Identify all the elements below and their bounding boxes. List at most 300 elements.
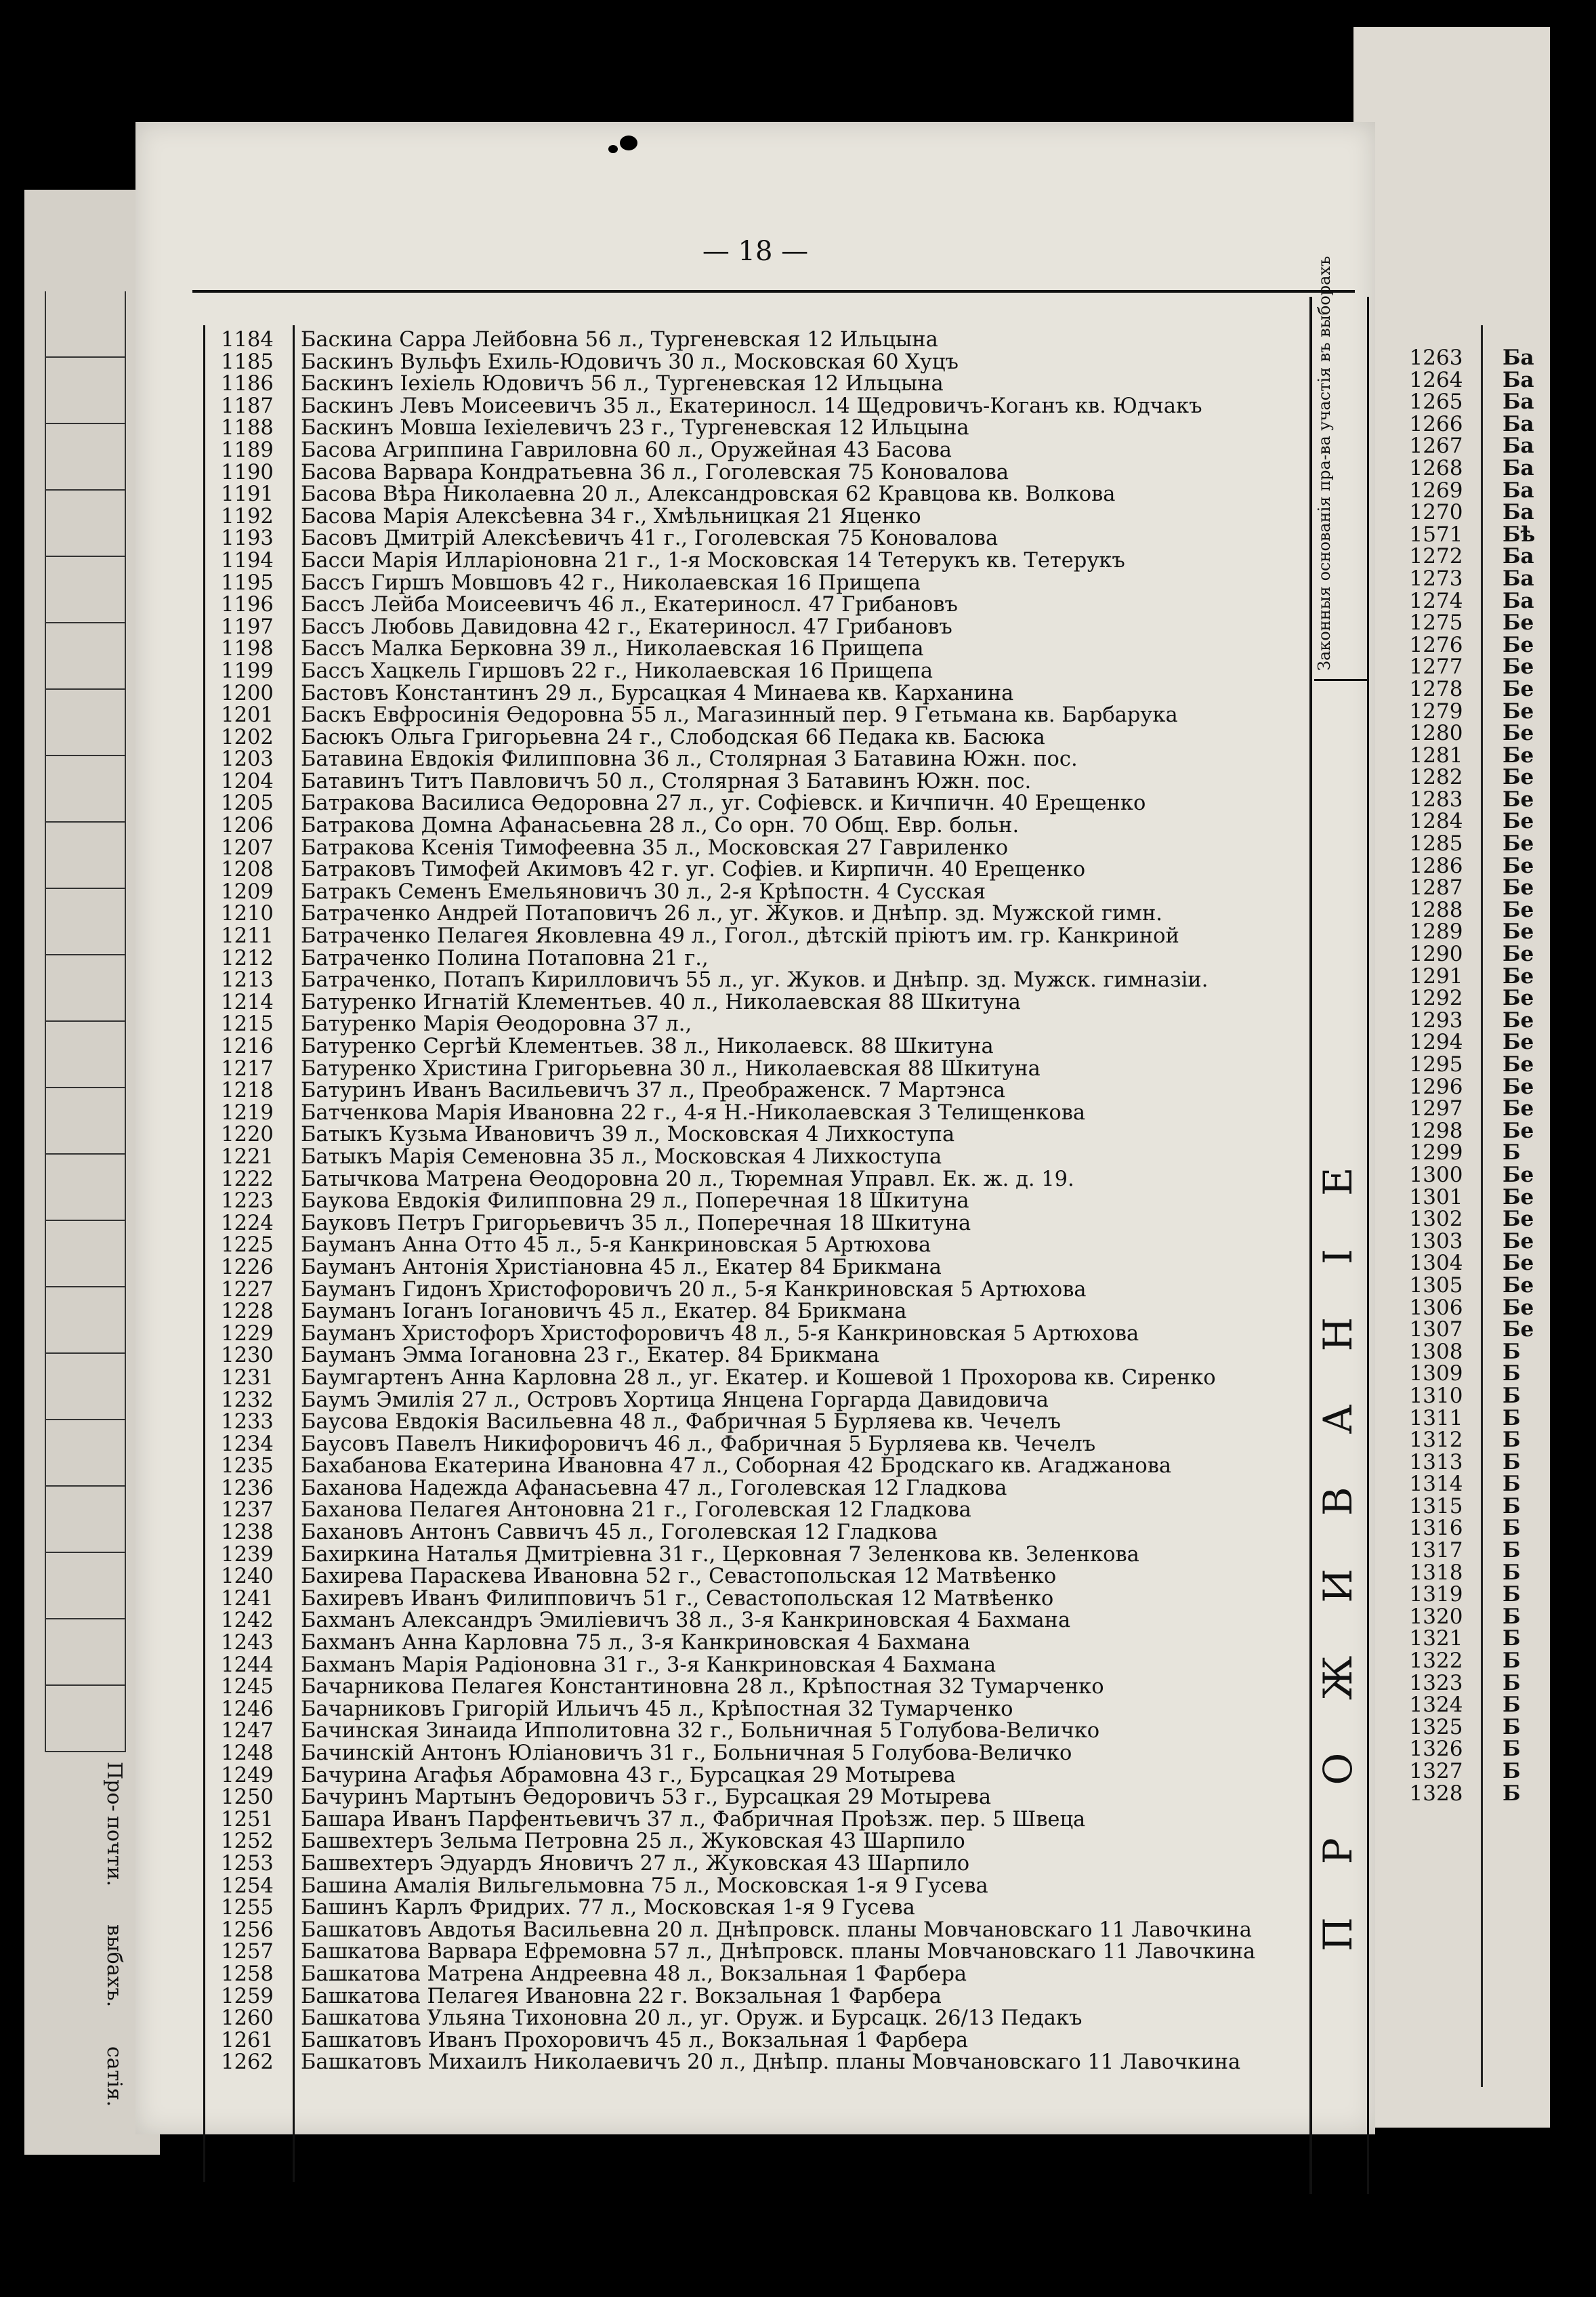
list-item xyxy=(203,638,1260,661)
entry-text: Басова Вѣра Николаевна 20 л., Александровская 62 Кравцова кв. Волкова xyxy=(301,482,1116,507)
entry-text: Батракова Домна Афанасьевна 28 л., Со орн. 70 Общ. Евр. больн. xyxy=(301,814,1020,838)
back-page-fragment: Бе xyxy=(1503,721,1534,746)
entry-number: 1241 xyxy=(221,1586,274,1611)
entry-text: Бачуринъ Мартынъ Өедоровичъ 53 г., Бурсацкая 29 Мотырева xyxy=(301,1785,992,1810)
back-page-fragment: Бе xyxy=(1503,787,1534,812)
entry-number: 1208 xyxy=(221,858,274,882)
entry-text: Баскъ Евфросинія Өедоровна 55 л., Магазинный пер. 9 Гетьмана кв. Барбарука xyxy=(301,703,1178,728)
back-page-number: 1268 xyxy=(1409,455,1463,480)
entry-number: 1225 xyxy=(221,1233,274,1258)
back-page xyxy=(1353,27,1550,2128)
entry-text: Баханова Пелагея Антоновна 21 г., Гоголевская 12 Гладкова xyxy=(301,1498,971,1523)
back-page-fragment: Бе xyxy=(1503,853,1534,878)
entry-number: 1238 xyxy=(221,1520,274,1545)
list-item xyxy=(203,1699,1260,1721)
back-page-fragment: Бе xyxy=(1503,1118,1534,1143)
entry-number: 1197 xyxy=(221,615,274,639)
entry-number: 1252 xyxy=(221,1829,274,1854)
list-item xyxy=(203,749,1260,771)
back-page-fragment: Ба xyxy=(1503,367,1534,392)
list-item xyxy=(203,1720,1260,1743)
back-page-number: 1301 xyxy=(1409,1184,1463,1209)
list-item xyxy=(203,1058,1260,1081)
entry-number: 1210 xyxy=(221,902,274,926)
entry-number: 1255 xyxy=(221,1896,274,1920)
entry-number: 1220 xyxy=(221,1123,274,1147)
list-item xyxy=(203,1544,1260,1567)
list-item xyxy=(203,903,1260,926)
entry-text: Башкатова Варвара Ефремовна 57 л., Днѣпровск. планы Мовчановскаго 11 Лавочкина xyxy=(301,1940,1256,1964)
entry-number: 1228 xyxy=(221,1300,274,1324)
left-margin-text: почти. xyxy=(102,1816,126,1887)
back-page-fragment: Бе xyxy=(1503,1317,1534,1342)
entry-number: 1250 xyxy=(221,1785,274,1810)
back-page-number: 1276 xyxy=(1409,632,1463,657)
back-page-fragment: Б xyxy=(1503,1649,1521,1674)
list-item xyxy=(203,1367,1260,1390)
entry-number: 1227 xyxy=(221,1277,274,1302)
entry-number: 1184 xyxy=(221,328,274,352)
back-page-fragment: Бе xyxy=(1503,809,1534,834)
header-rule xyxy=(192,290,1355,293)
entry-text: Баусова Евдокія Васильевна 48 л., Фабричная 5 Бурляева кв. Чечелъ xyxy=(301,1410,1062,1434)
back-page-fragment: Бе xyxy=(1503,765,1534,790)
entry-text: Бахманъ Александръ Эмиліевичъ 38 л., 3-я Канкриновская 4 Бахмана xyxy=(301,1609,1071,1633)
back-page-number: 1571 xyxy=(1409,522,1463,547)
list-item xyxy=(203,550,1260,573)
entry-number: 1230 xyxy=(221,1344,274,1368)
back-page-number: 1312 xyxy=(1409,1428,1463,1453)
list-item xyxy=(203,1390,1260,1412)
entry-text: Баскинъ Іехіель Юдовичъ 56 л., Тургеневская 12 Ильцына xyxy=(301,372,944,396)
entry-text: Батраковъ Тимофей Акимовъ 42 г. уг. Софіев. и Кирпичн. 40 Ерещенко xyxy=(301,858,1086,882)
back-page-number: 1274 xyxy=(1409,588,1463,613)
list-item xyxy=(203,1676,1260,1699)
back-page-number: 1290 xyxy=(1409,942,1463,967)
entry-text: Батракъ Семенъ Емельяновичъ 30 л., 2-я Крѣпостн. 4 Сусская xyxy=(301,880,986,904)
entry-text: Башина Амалія Вильгельмовна 75 л., Московская 1-я 9 Гусева xyxy=(301,1874,988,1898)
list-item xyxy=(203,329,1260,352)
back-page-number: 1292 xyxy=(1409,986,1463,1011)
list-item xyxy=(203,2008,1260,2030)
back-page-fragment: Б xyxy=(1503,1405,1521,1430)
entry-number: 1206 xyxy=(221,814,274,838)
back-page-fragment: Б xyxy=(1503,1472,1521,1497)
entry-number: 1249 xyxy=(221,1763,274,1787)
back-page-number: 1309 xyxy=(1409,1361,1463,1386)
back-page-fragment: Б xyxy=(1503,1140,1521,1165)
entry-text: Башвехтеръ Эдуардъ Яновичъ 27 л., Жуковская 43 Шарпило xyxy=(301,1851,970,1876)
entry-text: Башкатовъ Иванъ Прохоровичъ 45 л., Вокзальная 1 Фарбера xyxy=(301,2028,969,2052)
entry-number: 1213 xyxy=(221,968,274,993)
entry-number: 1215 xyxy=(221,1012,274,1037)
back-page-number: 1320 xyxy=(1409,1604,1463,1629)
entry-text: Башара Иванъ Парфентьевичъ 37 л., Фабричная Проѣзж. пер. 5 Швеца xyxy=(301,1807,1086,1832)
entry-text: Батыкъ Кузьма Ивановичъ 39 л., Московская 4 Лихкоступа xyxy=(301,1123,955,1147)
list-item xyxy=(203,1986,1260,2008)
list-item xyxy=(203,1014,1260,1036)
entry-text: Батракова Василиса Өедоровна 27 л., уг. Софіевск. и Кичпичн. 40 Ерещенко xyxy=(301,791,1146,816)
page-number: — 18 — xyxy=(702,236,809,267)
entry-number: 1209 xyxy=(221,880,274,904)
back-page-fragment: Ба xyxy=(1503,411,1534,436)
back-page-number: 1308 xyxy=(1409,1339,1463,1364)
entry-text: Батычкова Матрена Өеодоровна 20 л., Тюремная Управл. Ек. ж. д. 19. xyxy=(301,1167,1074,1191)
list-item xyxy=(203,1809,1260,1832)
entry-text: Басси Марія Илларіоновна 21 г., 1-я Московская 14 Тетерукъ кв. Тетерукъ xyxy=(301,548,1125,573)
list-item xyxy=(203,1853,1260,1876)
list-item xyxy=(203,440,1260,462)
back-page-number: 1291 xyxy=(1409,964,1463,989)
entry-text: Бауманъ Анна Отто 45 л., 5-я Канкриновская 5 Артюхова xyxy=(301,1233,931,1258)
list-item xyxy=(203,1787,1260,1809)
entry-number: 1191 xyxy=(221,482,274,507)
back-page-fragment: Бе xyxy=(1503,986,1534,1011)
back-page-number: 1300 xyxy=(1409,1162,1463,1187)
entry-number: 1195 xyxy=(221,571,274,595)
entry-number: 1214 xyxy=(221,990,274,1014)
ink-blot xyxy=(608,145,618,153)
entry-text: Бауманъ Гидонъ Христофоровичъ 20 л., 5-я Канкриновская 5 Артюхова xyxy=(301,1277,1087,1302)
entry-number: 1247 xyxy=(221,1719,274,1743)
back-page-fragment: Б xyxy=(1503,1781,1521,1806)
list-item xyxy=(203,1036,1260,1058)
back-page-number: 1322 xyxy=(1409,1649,1463,1674)
entry-text: Басова Агриппина Гавриловна 60 л., Оружейная 43 Басова xyxy=(301,438,952,462)
list-item xyxy=(203,1235,1260,1257)
ink-blot xyxy=(620,136,637,150)
entry-text: Бауманъ Христофоръ Христофоровичъ 48 л., 5-я Канкриновская 5 Артюхова xyxy=(301,1321,1139,1346)
back-page-fragment: Б xyxy=(1503,1339,1521,1364)
entry-number: 1224 xyxy=(221,1211,274,1235)
list-item xyxy=(203,1257,1260,1279)
entry-text: Басова Варвара Кондратьевна 36 л., Гоголевская 75 Коновалова xyxy=(301,460,1009,484)
entry-text: Бастовъ Константинъ 29 л., Бурсацкая 4 Минаева кв. Карханина xyxy=(301,681,1014,705)
list-item xyxy=(203,1169,1260,1191)
entry-number: 1192 xyxy=(221,504,274,529)
entry-text: Батуринъ Иванъ Васильевичъ 37 л., Преображенск. 7 Мартэнса xyxy=(301,1079,1006,1103)
list-item xyxy=(203,859,1260,882)
list-item xyxy=(203,594,1260,617)
back-page-number: 1321 xyxy=(1409,1626,1463,1651)
back-page-fragment: Бе xyxy=(1503,632,1534,657)
back-page-fragment: Бе xyxy=(1503,942,1534,967)
back-page-fragments xyxy=(1503,347,1543,1804)
entry-text: Бассъ Хацкель Гиршовъ 22 г., Николаевская 16 Прищепа xyxy=(301,659,933,683)
entry-text: Башкатова Ульяна Тихоновна 20 л., уг. Оруж. и Бурсацк. 26/13 Педакъ xyxy=(301,2006,1083,2031)
left-strip-grid xyxy=(45,291,126,1782)
back-page-fragment: Б xyxy=(1503,1383,1521,1408)
list-item xyxy=(203,1323,1260,1346)
entry-text: Баскинъ Мовша Іехіелевичъ 23 г., Тургеневская 12 Ильцына xyxy=(301,416,969,440)
list-item xyxy=(203,417,1260,440)
entry-number: 1253 xyxy=(221,1851,274,1876)
back-page-number: 1287 xyxy=(1409,875,1463,901)
entry-number: 1205 xyxy=(221,791,274,816)
list-item xyxy=(203,1588,1260,1611)
back-page-number: 1323 xyxy=(1409,1670,1463,1695)
entry-number: 1236 xyxy=(221,1476,274,1500)
back-page-fragment: Бе xyxy=(1503,1052,1534,1077)
list-item xyxy=(203,1102,1260,1125)
entry-number: 1203 xyxy=(221,747,274,772)
entry-number: 1231 xyxy=(221,1365,274,1390)
entry-number: 1186 xyxy=(221,372,274,396)
back-page-number: 1275 xyxy=(1409,611,1463,636)
back-page-number: 1279 xyxy=(1409,699,1463,724)
list-item xyxy=(203,926,1260,948)
back-page-numbers xyxy=(1402,347,1470,1804)
back-page-fragment: Бе xyxy=(1503,743,1534,768)
back-page-number: 1304 xyxy=(1409,1251,1463,1276)
entry-text: Бассъ Гиршъ Мовшовъ 42 г., Николаевская 16 Прищепа xyxy=(301,571,921,595)
entry-number: 1233 xyxy=(221,1410,274,1434)
list-item xyxy=(203,970,1260,992)
entry-number: 1207 xyxy=(221,835,274,860)
entry-number: 1239 xyxy=(221,1542,274,1567)
list-item xyxy=(203,506,1260,529)
list-item xyxy=(203,1566,1260,1588)
back-page-number: 1295 xyxy=(1409,1052,1463,1077)
back-page-number: 1264 xyxy=(1409,367,1463,392)
entry-text: Башвехтеръ Зельма Петровна 25 л., Жуковская 43 Шарпило xyxy=(301,1829,965,1854)
back-page-fragment: Б xyxy=(1503,1560,1521,1585)
entry-number: 1234 xyxy=(221,1432,274,1456)
entry-text: Батуренко Марія Өеодоровна 37 л., xyxy=(301,1012,692,1037)
entry-number: 1198 xyxy=(221,637,274,661)
entry-text: Бахиркина Наталья Дмитріевна 31 г., Церковная 7 Зеленкова кв. Зеленкова xyxy=(301,1542,1139,1567)
entry-text: Бачинскій Антонъ Юліановичъ 31 г., Больничная 5 Голубова-Величко xyxy=(301,1741,1072,1765)
back-page-number: 1280 xyxy=(1409,721,1463,746)
list-item xyxy=(203,2030,1260,2052)
entry-number: 1216 xyxy=(221,1035,274,1058)
entry-text: Батавинъ Титъ Павловичъ 50 л., Столярная 3 Батавинъ Южн. пос. xyxy=(301,769,1032,793)
entry-number: 1246 xyxy=(221,1697,274,1721)
back-page-number: 1298 xyxy=(1409,1118,1463,1143)
entry-number: 1199 xyxy=(221,659,274,683)
entry-text: Батуренко Сергѣй Клементьев. 38 л., Николаевск. 88 Шкитуна xyxy=(301,1035,994,1058)
back-page-fragment: Ба xyxy=(1503,500,1534,525)
back-page-number: 1328 xyxy=(1409,1781,1463,1806)
entry-text: Бауманъ Іоганъ Іогановичъ 45 л., Екатер. 84 Брикмана xyxy=(301,1300,907,1324)
back-page-fragment: Б xyxy=(1503,1361,1521,1386)
entry-text: Батраченко Пелагея Яковлевна 49 л., Гогол., дѣтскій пріютъ им. гр. Канкриной xyxy=(301,924,1179,949)
entry-number: 1222 xyxy=(221,1167,274,1191)
entry-text: Батуренко Игнатій Клементьев. 40 л., Николаевская 88 Шкитуна xyxy=(301,990,1021,1014)
entry-text: Батраченко Андрей Потаповичъ 26 л., уг. Жуков. и Днѣпр. зд. Мужской гимн. xyxy=(301,902,1163,926)
back-page-number: 1285 xyxy=(1409,831,1463,856)
left-margin-text: сатія. xyxy=(102,2046,126,2107)
column-line-basis xyxy=(1309,297,1312,2194)
back-page-fragment: Бе xyxy=(1503,676,1534,701)
entry-number: 1256 xyxy=(221,1918,274,1942)
back-page-number: 1270 xyxy=(1409,500,1463,525)
entry-text: Баскинъ Вульфъ Ехиль-Юдовичъ 30 л., Московская 60 Хуцъ xyxy=(301,350,959,374)
list-item xyxy=(203,882,1260,904)
back-page-fragment: Бе xyxy=(1503,919,1534,945)
entry-text: Бахманъ Анна Карловна 75 л., 3-я Канкриновская 4 Бахмана xyxy=(301,1631,971,1655)
register-page xyxy=(135,122,1375,2134)
entry-number: 1202 xyxy=(221,725,274,749)
back-page-number: 1311 xyxy=(1409,1405,1463,1430)
back-page-fragment: Б xyxy=(1503,1582,1521,1607)
entry-text: Баукова Евдокія Филипповна 29 л., Поперечная 18 Шкитуна xyxy=(301,1189,969,1214)
list-item xyxy=(203,705,1260,727)
list-item xyxy=(203,484,1260,506)
back-page-fragment: Б xyxy=(1503,1693,1521,1718)
back-page-number: 1324 xyxy=(1409,1693,1463,1718)
back-page-fragment: Бе xyxy=(1503,1074,1534,1099)
back-page-number: 1325 xyxy=(1409,1714,1463,1739)
back-page-number: 1326 xyxy=(1409,1737,1463,1762)
back-page-fragment: Бе xyxy=(1503,1162,1534,1187)
back-page-fragment: Б xyxy=(1503,1538,1521,1563)
back-page-number: 1296 xyxy=(1409,1074,1463,1099)
entry-text: Батавина Евдокія Филипповна 36 л., Столярная 3 Батавина Южн. пос. xyxy=(301,747,1078,772)
entry-number: 1235 xyxy=(221,1454,274,1478)
back-page-number: 1283 xyxy=(1409,787,1463,812)
list-item xyxy=(203,1920,1260,1942)
entries-list xyxy=(203,329,1260,2074)
back-page-fragment: Ба xyxy=(1503,544,1534,569)
entry-number: 1245 xyxy=(221,1675,274,1699)
entry-number: 1248 xyxy=(221,1741,274,1765)
back-page-number: 1294 xyxy=(1409,1030,1463,1055)
back-page-number: 1282 xyxy=(1409,765,1463,790)
list-item xyxy=(203,837,1260,860)
back-page-fragment: Бе xyxy=(1503,1008,1534,1033)
list-item xyxy=(203,1610,1260,1632)
entry-text: Бауманъ Антонія Христіановна 45 л., Екатер 84 Брикмана xyxy=(301,1255,942,1279)
entry-number: 1242 xyxy=(221,1609,274,1633)
back-page-fragment: Бе xyxy=(1503,611,1534,636)
entry-text: Батыкъ Марія Семеновна 35 л., Московская 4 Лихкоступа xyxy=(301,1144,942,1169)
back-page-fragment: Б xyxy=(1503,1428,1521,1453)
left-margin-text: Про- xyxy=(102,1762,126,1812)
entry-number: 1204 xyxy=(221,769,274,793)
back-page-number: 1307 xyxy=(1409,1317,1463,1342)
back-page-fragment: Бе xyxy=(1503,1251,1534,1276)
list-item xyxy=(203,1655,1260,1677)
back-page-number: 1263 xyxy=(1409,346,1463,370)
back-page-number: 1273 xyxy=(1409,566,1463,591)
entry-number: 1254 xyxy=(221,1874,274,1898)
back-page-fragment: Б xyxy=(1503,1670,1521,1695)
entry-number: 1240 xyxy=(221,1565,274,1589)
entry-number: 1237 xyxy=(221,1498,274,1523)
back-page-number: 1277 xyxy=(1409,655,1463,680)
list-item xyxy=(203,462,1260,484)
entry-text: Бахиревъ Иванъ Филипповичъ 51 г., Севастопольская 12 Матвѣенко xyxy=(301,1586,1054,1611)
entry-text: Баханова Надежда Афанасьевна 47 л., Гоголевская 12 Гладкова xyxy=(301,1476,1007,1500)
back-page-number: 1313 xyxy=(1409,1449,1463,1474)
list-item xyxy=(203,617,1260,639)
list-item xyxy=(203,661,1260,683)
list-item xyxy=(203,992,1260,1014)
back-page-fragment: Ба xyxy=(1503,478,1534,503)
list-item xyxy=(203,1146,1260,1169)
entry-number: 1243 xyxy=(221,1631,274,1655)
list-item xyxy=(203,1434,1260,1456)
list-item xyxy=(203,373,1260,396)
back-page-number: 1267 xyxy=(1409,434,1463,459)
entry-text: Бачурина Агафья Абрамовна 43 г., Бурсацкая 29 Мотырева xyxy=(301,1763,956,1787)
back-page-fragment: Бѣ xyxy=(1503,522,1536,547)
entry-number: 1187 xyxy=(221,394,274,418)
back-page-number: 1269 xyxy=(1409,478,1463,503)
list-item xyxy=(203,771,1260,793)
basis-header-text: Законныя основанія пра-ва участія въ выборахъ xyxy=(1315,255,1334,671)
entry-number: 1200 xyxy=(221,681,274,705)
entry-number: 1262 xyxy=(221,2050,274,2075)
entry-text: Баскинъ Левъ Моисеевичъ 35 л., Екатериносл. 14 Щедровичъ-Коганъ кв. Юдчакъ xyxy=(301,394,1202,418)
left-margin-text: выбахъ. xyxy=(102,1924,126,2008)
entry-text: Батракова Ксенія Тимофеевна 35 л., Московская 27 Гавриленко xyxy=(301,835,1009,860)
entry-text: Бахабанова Екатерина Ивановна 47 л., Соборная 42 Бродскаго кв. Агаджанова xyxy=(301,1454,1172,1478)
entry-text: Башкатова Пелагея Ивановна 22 г. Вокзальная 1 Фарбера xyxy=(301,1984,942,2008)
entry-text: Басюкъ Ольга Григорьевна 24 г., Слободская 66 Педака кв. Басюка xyxy=(301,725,1045,749)
entry-number: 1190 xyxy=(221,460,274,484)
entry-number: 1193 xyxy=(221,526,274,551)
back-page-fragment: Ба xyxy=(1503,588,1534,613)
entry-number: 1259 xyxy=(221,1984,274,2008)
entry-number: 1217 xyxy=(221,1056,274,1081)
list-item xyxy=(203,1897,1260,1920)
back-page-number: 1278 xyxy=(1409,676,1463,701)
list-item xyxy=(203,573,1260,595)
back-page-fragment: Бе xyxy=(1503,897,1534,922)
entry-number: 1257 xyxy=(221,1940,274,1964)
entry-number: 1212 xyxy=(221,946,274,970)
list-item xyxy=(203,1191,1260,1213)
back-page-fragment: Б xyxy=(1503,1759,1521,1783)
back-page-fragment: Б xyxy=(1503,1737,1521,1762)
back-page-fragment: Бе xyxy=(1503,831,1534,856)
entry-text: Батраченко, Потапъ Кирилловичъ 55 л., уг. Жуков. и Днѣпр. зд. Мужск. гимназіи. xyxy=(301,968,1209,993)
back-page-number: 1286 xyxy=(1409,853,1463,878)
list-item xyxy=(203,528,1260,550)
entry-number: 1258 xyxy=(221,1962,274,1986)
vertical-title-text: ПРОЖИВАНІЕ xyxy=(1315,1114,1361,1951)
entry-text: Башкатовъ Михаилъ Николаевичъ 20 л., Днѣпр. планы Мовчановскаго 11 Лавочкина xyxy=(301,2050,1241,2075)
entry-number: 1188 xyxy=(221,416,274,440)
back-page-fragment: Б xyxy=(1503,1493,1521,1518)
entry-text: Баумгартенъ Анна Карловна 28 л., уг. Екатер. и Кошевой 1 Прохорова кв. Сиренко xyxy=(301,1365,1216,1390)
back-page-fragment: Ба xyxy=(1503,434,1534,459)
list-item xyxy=(203,1124,1260,1146)
back-page-fragment: Бе xyxy=(1503,655,1534,680)
back-page-fragment: Ба xyxy=(1503,390,1534,415)
list-item xyxy=(203,2052,1260,2074)
back-page-divider xyxy=(1481,325,1483,2087)
back-page-fragment: Б xyxy=(1503,1516,1521,1541)
back-page-number: 1265 xyxy=(1409,390,1463,415)
list-item xyxy=(203,727,1260,749)
entry-number: 1226 xyxy=(221,1255,274,1279)
list-item xyxy=(203,1876,1260,1898)
back-page-number: 1272 xyxy=(1409,544,1463,569)
list-item xyxy=(203,1632,1260,1655)
back-page-number: 1299 xyxy=(1409,1140,1463,1165)
back-page-number: 1327 xyxy=(1409,1759,1463,1783)
entry-text: Бачарникова Пелагея Константиновна 28 л., Крѣпостная 32 Тумарченко xyxy=(301,1675,1104,1699)
back-page-fragment: Б xyxy=(1503,1604,1521,1629)
basis-header-rule xyxy=(1314,679,1367,681)
list-item xyxy=(203,1478,1260,1500)
back-page-fragment: Бе xyxy=(1503,875,1534,901)
list-item xyxy=(203,793,1260,815)
back-page-number: 1317 xyxy=(1409,1538,1463,1563)
